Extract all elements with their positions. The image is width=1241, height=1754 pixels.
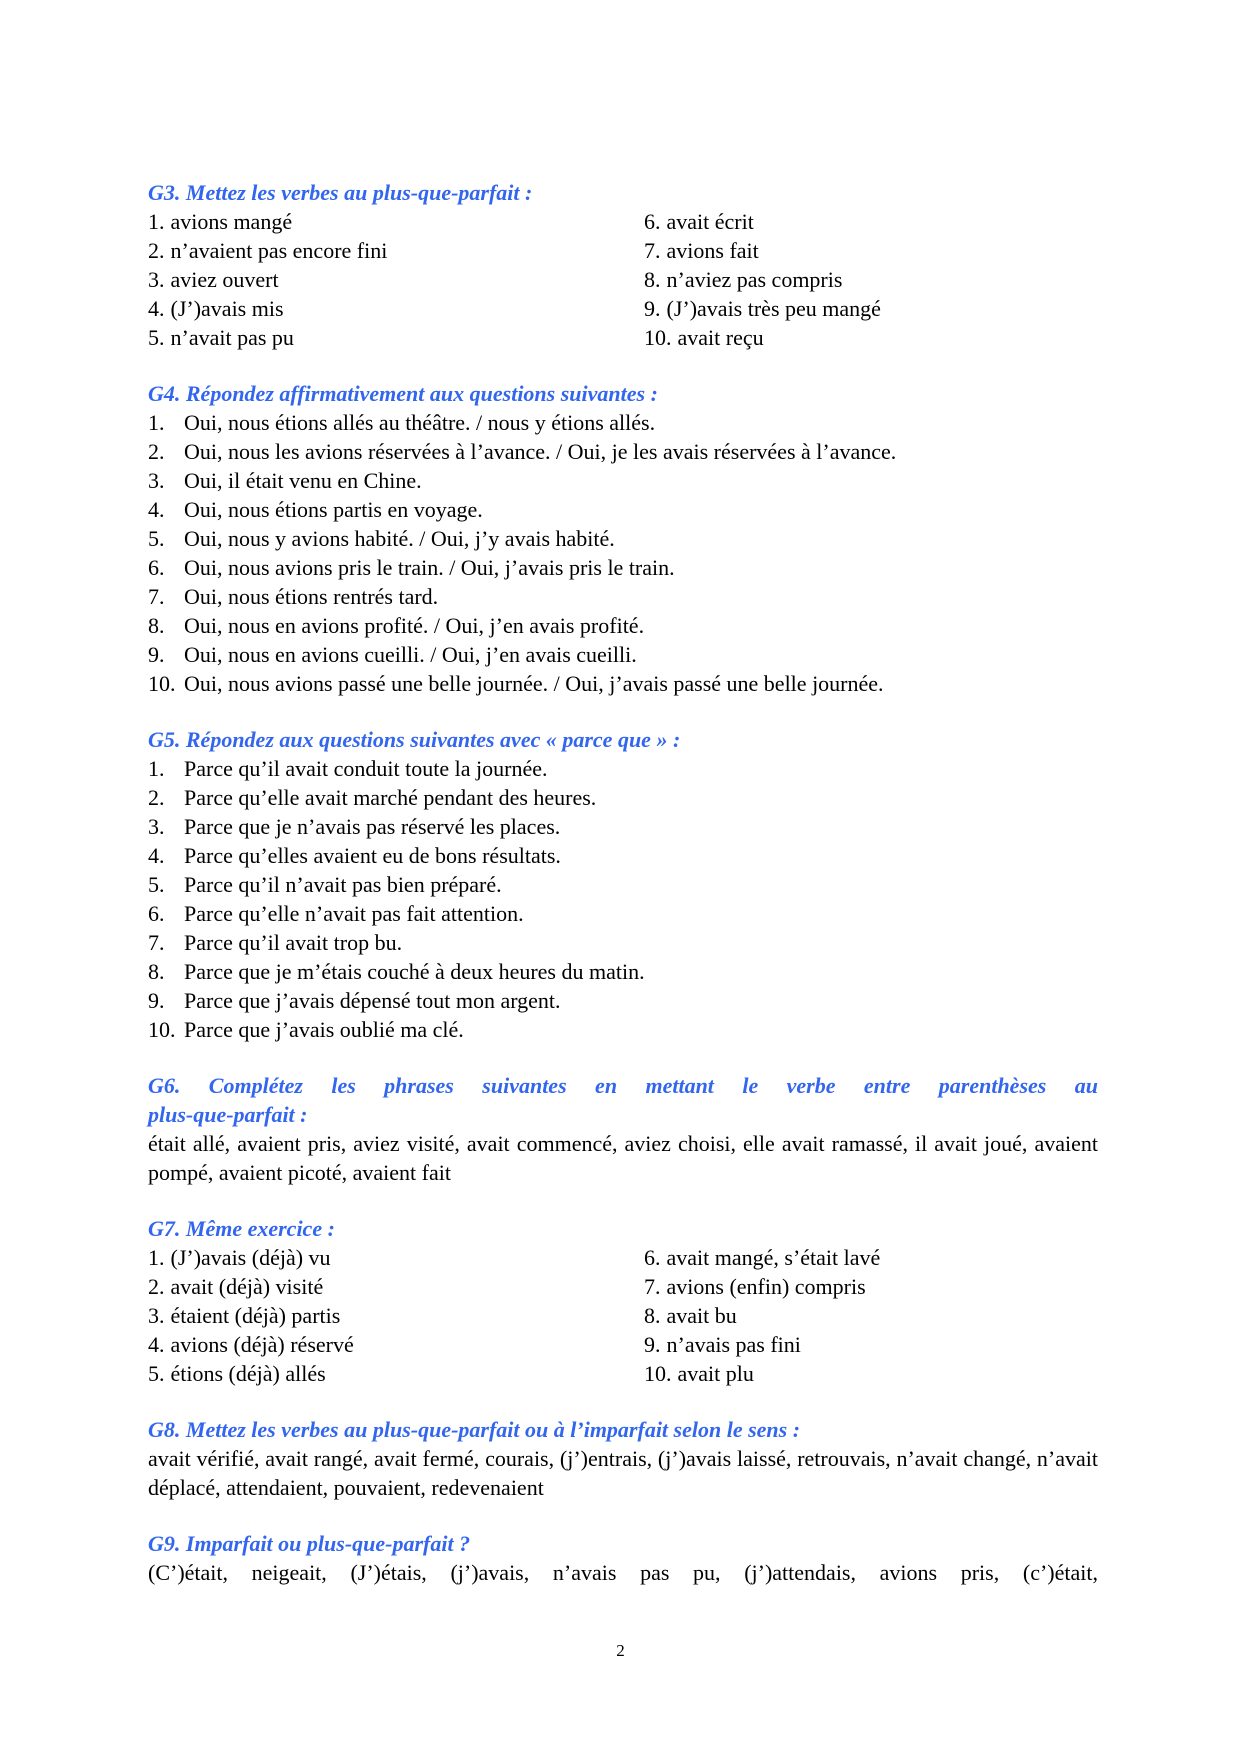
item-text: Oui, nous avions pris le train. / Oui, j’avais pris le train.	[184, 555, 675, 580]
item-number: 5.	[148, 872, 165, 897]
item-text: avions (enfin) compris	[666, 1274, 866, 1299]
answer-paragraph: avait vérifié, avait rangé, avait fermé, courais, (j’)entrais, (j’)avais laissé, retrouvais, n’avait changé, n’avait déplacé, attendaient, pouvaient, redevenaient	[148, 1446, 1098, 1500]
item-text: Parce que j’avais dépensé tout mon argent.	[184, 988, 561, 1013]
list-left-column	[148, 1243, 644, 1388]
item-text: Parce qu’il n’avait pas bien préparé.	[184, 872, 502, 897]
list-item	[148, 1359, 644, 1388]
item-text: n’avait pas pu	[170, 325, 294, 350]
item-text: n’avaient pas encore fini	[170, 238, 388, 263]
list-item	[644, 265, 1098, 294]
item-number: 6.	[148, 901, 165, 926]
list-item	[148, 265, 644, 294]
list-item	[148, 236, 644, 265]
list-item	[148, 754, 1098, 783]
item-number: 5.	[148, 1361, 165, 1386]
list-item	[148, 957, 1098, 986]
item-text: Oui, nous les avions réservées à l’avance. / Oui, je les avais réservées à l’avance.	[184, 439, 897, 464]
list-item	[148, 408, 1098, 437]
section-g9	[148, 1529, 1098, 1587]
page-number: 2	[616, 1641, 625, 1660]
two-column-list	[148, 207, 1098, 352]
item-text: Oui, nous étions rentrés tard.	[184, 584, 439, 609]
item-number: 7.	[644, 1274, 661, 1299]
item-text: n’avais pas fini	[666, 1332, 801, 1357]
item-number: 4.	[148, 497, 165, 522]
item-number: 5.	[148, 526, 165, 551]
answer-paragraph: était allé, avaient pris, aviez visité, avait commencé, aviez choisi, elle avait ramassé, il avait joué, avaient pompé, avaient picoté, avaient fait	[148, 1131, 1098, 1185]
item-text: aviez ouvert	[170, 267, 279, 292]
section-g7	[148, 1214, 1098, 1388]
item-number: 6.	[644, 209, 661, 234]
section-g8	[148, 1415, 1098, 1502]
section-heading: G8. Mettez les verbes au plus-que-parfait ou à l’imparfait selon le sens :	[148, 1417, 801, 1442]
list-item	[644, 207, 1098, 236]
document-page	[148, 178, 1098, 1614]
list-item	[148, 466, 1098, 495]
section-g6	[148, 1071, 1098, 1187]
section-heading: G9. Imparfait ou plus-que-parfait ?	[148, 1531, 471, 1556]
list-item	[148, 1272, 644, 1301]
item-number: 3.	[148, 814, 165, 839]
item-text: Oui, nous en avions cueilli. / Oui, j’en avais cueilli.	[184, 642, 637, 667]
item-number: 4.	[148, 843, 165, 868]
list-item	[148, 294, 644, 323]
item-text: Oui, nous y avions habité. / Oui, j’y avais habité.	[184, 526, 615, 551]
item-text: Parce qu’il avait trop bu.	[184, 930, 403, 955]
item-text: Parce que je n’avais pas réservé les places.	[184, 814, 561, 839]
item-text: avait (déjà) visité	[170, 1274, 324, 1299]
item-number: 8.	[644, 267, 661, 292]
list-item	[148, 870, 1098, 899]
list-item	[148, 611, 1098, 640]
item-text: Parce qu’elle n’avait pas fait attention.	[184, 901, 524, 926]
item-text: Parce qu’elles avaient eu de bons résultats.	[184, 843, 561, 868]
item-number: 10.	[148, 671, 176, 696]
item-number: 7.	[148, 930, 165, 955]
numbered-list	[148, 754, 1098, 1044]
item-text: avions fait	[666, 238, 759, 263]
list-item	[148, 1243, 644, 1272]
item-text: avions mangé	[170, 209, 293, 234]
list-item	[644, 1359, 1098, 1388]
item-text: avait plu	[677, 1361, 754, 1386]
item-text: Oui, nous étions allés au théâtre. / nous y étions allés.	[184, 410, 656, 435]
item-number: 10.	[148, 1017, 176, 1042]
section-heading-continued: plus-que-parfait :	[148, 1102, 308, 1127]
item-number: 4.	[148, 296, 165, 321]
item-text: Parce que j’avais oublié ma clé.	[184, 1017, 464, 1042]
item-number: 1.	[148, 410, 165, 435]
list-item	[148, 207, 644, 236]
section-heading-line1: G6. Complétez les phrases suivantes en mettant le verbe entre parenthèses au	[148, 1073, 1098, 1098]
item-number: 2.	[148, 785, 165, 810]
item-number: 2.	[148, 439, 165, 464]
list-item	[148, 524, 1098, 553]
section-heading: G4. Répondez affirmativement aux questions suivantes :	[148, 381, 658, 406]
item-text: étions (déjà) allés	[170, 1361, 326, 1386]
item-number: 8.	[148, 613, 165, 638]
list-item	[644, 1330, 1098, 1359]
list-item	[148, 553, 1098, 582]
item-text: avait écrit	[666, 209, 754, 234]
list-item	[148, 783, 1098, 812]
item-number: 1.	[148, 1245, 165, 1270]
item-text: (J’)avais très peu mangé	[666, 296, 881, 321]
item-number: 6.	[644, 1245, 661, 1270]
list-item	[148, 928, 1098, 957]
item-number: 3.	[148, 267, 165, 292]
section-heading: G7. Même exercice :	[148, 1216, 335, 1241]
list-item	[644, 1272, 1098, 1301]
section-heading	[148, 1071, 1098, 1100]
list-item	[148, 323, 644, 352]
item-text: Oui, nous en avions profité. / Oui, j’en avais profité.	[184, 613, 645, 638]
item-number: 8.	[148, 959, 165, 984]
item-text: Parce que je m’étais couché à deux heures du matin.	[184, 959, 645, 984]
list-item	[148, 986, 1098, 1015]
item-number: 1.	[148, 756, 165, 781]
item-number: 7.	[148, 584, 165, 609]
item-number: 3.	[148, 1303, 165, 1328]
list-item	[148, 640, 1098, 669]
item-text: Parce qu’elle avait marché pendant des heures.	[184, 785, 597, 810]
two-column-list	[148, 1243, 1098, 1388]
list-item	[148, 669, 1098, 698]
item-text: (J’)avais (déjà) vu	[170, 1245, 331, 1270]
item-text: étaient (déjà) partis	[170, 1303, 341, 1328]
section-g3	[148, 178, 1098, 352]
item-number: 5.	[148, 325, 165, 350]
list-right-column	[644, 207, 1098, 352]
list-item	[148, 582, 1098, 611]
section-g4	[148, 379, 1098, 698]
numbered-list	[148, 408, 1098, 698]
item-number: 10.	[644, 325, 672, 350]
list-item	[148, 812, 1098, 841]
list-item	[148, 1330, 644, 1359]
item-number: 9.	[148, 642, 165, 667]
list-item	[148, 495, 1098, 524]
list-item	[148, 841, 1098, 870]
item-text: Parce qu’il avait conduit toute la journée.	[184, 756, 548, 781]
list-item	[148, 437, 1098, 466]
item-text: Oui, nous avions passé une belle journée. / Oui, j’avais passé une belle journée.	[184, 671, 884, 696]
item-text: n’aviez pas compris	[666, 267, 843, 292]
item-number: 9.	[644, 296, 661, 321]
item-number: 6.	[148, 555, 165, 580]
item-number: 1.	[148, 209, 165, 234]
item-number: 2.	[148, 1274, 165, 1299]
item-number: 9.	[644, 1332, 661, 1357]
list-item	[148, 1015, 1098, 1044]
list-item	[644, 236, 1098, 265]
list-item	[644, 1301, 1098, 1330]
section-heading: G3. Mettez les verbes au plus-que-parfait :	[148, 180, 533, 205]
item-number: 7.	[644, 238, 661, 263]
list-left-column	[148, 207, 644, 352]
item-text: avait mangé, s’était lavé	[666, 1245, 881, 1270]
item-text: Oui, il était venu en Chine.	[184, 468, 422, 493]
item-text: avions (déjà) réservé	[170, 1332, 354, 1357]
list-item	[148, 1301, 644, 1330]
answer-paragraph: (C’)était, neigeait, (J’)étais, (j’)avais, n’avais pas pu, (j’)attendais, avions pris, (c’)était,	[148, 1560, 1098, 1585]
item-number: 8.	[644, 1303, 661, 1328]
item-text: Oui, nous étions partis en voyage.	[184, 497, 483, 522]
item-text: (J’)avais mis	[170, 296, 284, 321]
list-item	[148, 899, 1098, 928]
item-text: avait bu	[666, 1303, 737, 1328]
item-number: 9.	[148, 988, 165, 1013]
item-number: 3.	[148, 468, 165, 493]
list-item	[644, 323, 1098, 352]
item-number: 4.	[148, 1332, 165, 1357]
item-number: 2.	[148, 238, 165, 263]
list-item	[644, 1243, 1098, 1272]
section-g5	[148, 725, 1098, 1044]
item-number: 10.	[644, 1361, 672, 1386]
item-text: avait reçu	[677, 325, 764, 350]
list-right-column	[644, 1243, 1098, 1388]
list-item	[644, 294, 1098, 323]
section-heading: G5. Répondez aux questions suivantes avec « parce que » :	[148, 727, 681, 752]
